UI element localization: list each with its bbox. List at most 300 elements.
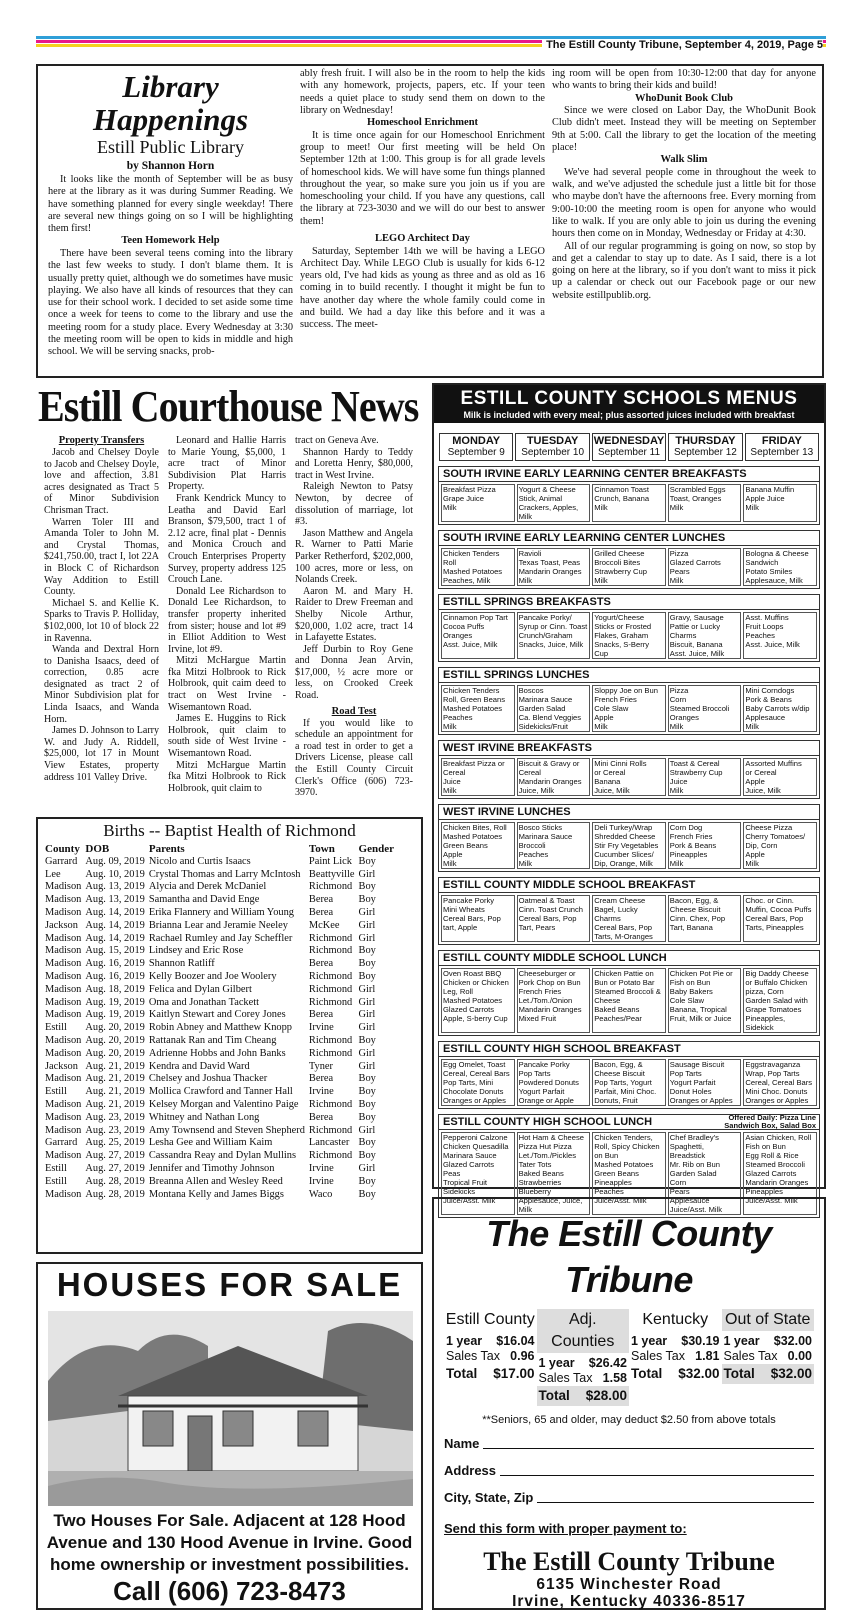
transfer-entry: Mitzi McHargue Martin fka Mitzi Holbrook to Rick Holbrook, quit claim to (168, 759, 286, 794)
menu-cell: Chicken Tenders, Roll, Spicy Chicken on Bun Mashed Potatoes Green Beans Pineapples Peaches Juice/Asst. Milk (592, 1132, 666, 1215)
menu-cell: Yogurt/Cheese Sticks or Frosted Flakes, Graham Snacks, S-Berry Cup (592, 612, 666, 659)
day-date: September 13 (750, 447, 814, 458)
year-price: $26.42 (588, 1356, 627, 1370)
transfer-entry: tract on Geneva Ave. (295, 435, 379, 446)
table-cell: Aug. 19, 2019 (85, 1009, 145, 1021)
table-cell: Rachael Rumley and Jay Scheffler (148, 932, 293, 944)
table-cell: Aug. 23, 2019 (85, 1111, 145, 1123)
page-dateline: The Estill County Tribune, September 4, 2019, Page 5 (36, 38, 823, 52)
births-column-header: County (45, 843, 80, 855)
table-cell: Aug. 27, 2019 (85, 1162, 145, 1174)
city-label: City, State, Zip (444, 1490, 534, 1505)
table-row (43, 1009, 396, 1022)
table-cell: Boy (358, 1086, 376, 1098)
table-cell: Irvine (308, 1162, 334, 1174)
births-body (43, 856, 396, 1202)
tax-label: Sales Tax (446, 1349, 500, 1363)
table-cell: Garrard (45, 1137, 78, 1149)
menu-section (438, 950, 820, 1036)
library-para: Saturday, September 14th we will be having a LEGO Architect Day. While LEGO Club is usually for kids 6-12 years old, I've had kids as young as three and as old as 16 coming in to build recently. I thought it might be fun to have another day where the whole family could come in and build. We had a day like this before and it was a success. The meet- (300, 245, 545, 331)
menu-cell: Biscuit & Gravy or Cereal Mandarin Oranges Juice, Milk (517, 758, 591, 796)
menu-cell: Asst. Muffins Fruit Loops Peaches Asst. Juice, Milk (743, 612, 817, 659)
road-test-text: If you would like to schedule an appointment for a road test in order to get a Drivers License, please call the Estill County Circuit Clerk's Office (606) 723-3970. (295, 717, 413, 799)
menu-section (438, 1041, 820, 1109)
table-row (43, 971, 396, 984)
table-cell: Jackson (45, 919, 78, 931)
table-cell: Madison (45, 1111, 82, 1123)
table-cell: Aug. 14, 2019 (85, 919, 145, 931)
total-value: $28.00 (585, 1388, 627, 1403)
menu-cell: Ravioli Texas Toast, Peas Mandarin Oranges Milk (517, 548, 591, 586)
table-cell: Madison (45, 894, 82, 906)
table-cell: Boy (358, 881, 376, 893)
table-cell: Madison (45, 1009, 82, 1021)
day-date: September 10 (521, 447, 585, 458)
table-cell: Aug. 28, 2019 (85, 1188, 145, 1200)
menu-cells (439, 756, 819, 798)
library-heading: Teen Homework Help (121, 235, 220, 247)
menu-cell: Sausage Biscuit Pop Tarts Yogurt Parfait Donut Holes Oranges or Apples (668, 1059, 742, 1106)
table-cell: McKee (308, 919, 340, 931)
table-cell: Boy (358, 958, 376, 970)
table-cell: Boy (358, 855, 376, 867)
price-grid (444, 1309, 814, 1406)
table-cell: Richmond (308, 945, 353, 957)
births-column-header: Parents (148, 843, 185, 855)
table-row (43, 894, 396, 907)
price-column-header: Adj. Counties (537, 1309, 630, 1353)
menu-cell: Mini Cinni Rolls or Cereal Banana Juice, Milk (592, 758, 666, 796)
table-cell: Madison (45, 906, 82, 918)
menu-cell: Deli Turkey/Wrap Shredded Cheese Stir Fry Vegetables Cucumber Slices/ Dip, Orange, Milk (592, 822, 666, 869)
menu-cell: Breakfast Pizza Grape Juice Milk (441, 484, 515, 522)
menu-cell: Chicken Tenders Roll, Green Beans Mashed Potatoes Peaches Milk (441, 685, 515, 732)
table-cell: Aug. 16, 2019 (85, 970, 145, 982)
table-cell: Aug. 21, 2019 (85, 1098, 145, 1110)
table-row (43, 869, 396, 882)
births-column-header: Town (308, 843, 335, 855)
library-col-1 (48, 68, 293, 359)
table-cell: Tyner (308, 1060, 334, 1072)
table-cell: Montana Kelly and James Biggs (148, 1188, 284, 1200)
year-label: 1 year (538, 1356, 575, 1370)
courthouse-col-2 (168, 435, 286, 794)
table-cell: Aug. 13, 2019 (85, 881, 145, 893)
table-cell: Aug. 15, 2019 (85, 945, 145, 957)
table-cell: Aug. 25, 2019 (85, 1137, 145, 1149)
library-para: It looks like the month of September will be as busy here at the library as it was during Summer Reading. We have something planned for every single weekday! There are several new things going on so I will be highlighting them first! (48, 174, 293, 235)
total-label: Total (631, 1366, 663, 1381)
table-cell: Richmond (308, 1047, 353, 1059)
day-name: TUESDAY (526, 435, 579, 447)
transfer-entry: Warren Toler III and Amanda Toler to John M. and Crystal Thomas, $241,750.00, tract I, lot 22A in Block C of Richardson Way Addition to Estill County. (44, 516, 159, 598)
table-cell: Richmond (308, 996, 353, 1008)
births-title: Births -- Baptist Health of Richmond (103, 821, 356, 840)
table-cell: Berea (308, 906, 334, 918)
table-cell: Richmond (308, 1124, 353, 1136)
table-cell: Boy (358, 1137, 376, 1149)
table-cell: Madison (45, 1188, 82, 1200)
table-cell: Boy (358, 894, 376, 906)
table-cell: Kendra and David Ward (148, 1060, 250, 1072)
menu-cell: Pizza Glazed Carrots Pears Milk (668, 548, 742, 586)
table-cell: Robin Abney and Matthew Knopp (148, 1022, 292, 1034)
table-row (43, 945, 396, 958)
day-date: September 9 (447, 447, 505, 458)
table-cell: Madison (45, 983, 82, 995)
house-photo (48, 1311, 413, 1506)
table-row (43, 1112, 396, 1125)
table-cell: Madison (45, 945, 82, 957)
price-column (537, 1309, 630, 1406)
table-row (43, 920, 396, 933)
name-label: Name (444, 1436, 480, 1451)
table-cell: Waco (308, 1188, 333, 1200)
menu-day (592, 433, 666, 461)
transfer-entry: Shannon Hardy to Teddy and Loretta Henry, $80,000, tract in West Irvine. (295, 446, 413, 481)
menu-cell: Gravy, Sausage Pattie or Lucky Charms Biscuit, Banana Asst. Juice, Milk (668, 612, 742, 659)
library-heading: Walk Slim (660, 154, 708, 166)
library-para: We've had several people come in throughout the week to walk, and we've adjusted the schedule just a little bit for those who maybe don't have the afternoons free. Every morning from 9:00-10:00 the meeting room is open for anyone who would like to walk. If you are only able to join us during the evening hours then come on in Monday, Wednesday or Friday at 4:30. (552, 166, 816, 240)
table-cell: Jackson (45, 1060, 78, 1072)
menu-cell: Pepperoni Calzone Chicken Quesadilla Marinara Sauce Glazed Carrots Peas Tropical Fruit Sidekicks Juice/Asst. Milk (441, 1132, 515, 1215)
menu-cell: Bacon, Egg, & Cheese Biscuit Pop Tarts, Yogurt Parfait, Mini Choc. Donuts, Fruit (592, 1059, 666, 1106)
total-label: Total (723, 1366, 755, 1381)
table-cell: Irvine (308, 1022, 334, 1034)
table-row (43, 881, 396, 894)
table-cell: Aug. 14, 2019 (85, 906, 145, 918)
menu-section (438, 530, 820, 589)
tax-value: 1.81 (695, 1349, 720, 1363)
menu-section (438, 804, 820, 872)
table-cell: Aug. 20, 2019 (85, 1034, 145, 1046)
menu-section-title: WEST IRVINE LUNCHES (439, 805, 819, 820)
houses-phone[interactable]: Call (606) 723-8473 (113, 1576, 346, 1606)
subscription-form (432, 1197, 826, 1610)
menu-cells (439, 893, 819, 944)
table-cell: Girl (358, 1124, 376, 1136)
road-test-heading: Road Test (331, 705, 377, 717)
menu-cell: Pancake Porky Pop Tarts Powdered Donuts Yogurt Parfait Orange or Apple (517, 1059, 591, 1106)
table-cell: Aug. 18, 2019 (85, 983, 145, 995)
table-row (43, 1048, 396, 1061)
table-cell: Madison (45, 1073, 82, 1085)
day-name: THURSDAY (675, 435, 736, 447)
menu-cell: Hot Ham & Cheese Pizza Hut Pizza Let./Tom./Pickles Tater Tots Baked Beans Strawberries Blueberry Applesauce, Juice, Milk (517, 1132, 591, 1215)
table-cell: Aug. 20, 2019 (85, 1022, 145, 1034)
menu-cell: Chicken Tenders Roll Mashed Potatoes Peaches, Milk (441, 548, 515, 586)
menu-cells (439, 482, 819, 524)
births-table (43, 843, 396, 1201)
menu-day (439, 433, 513, 461)
births-column-header: DOB (85, 843, 110, 855)
table-cell: Richmond (308, 881, 353, 893)
menu-cell: Cinnamon Toast Crunch, Banana Milk (592, 484, 666, 522)
total-value: $32.00 (770, 1366, 812, 1381)
year-price: $16.04 (496, 1334, 535, 1348)
menu-section (438, 466, 820, 525)
menu-cell: Pancake Porky Mini Wheats Cereal Bars, Pop tart, Apple (441, 895, 515, 942)
courthouse-title: Estill Courthouse News (38, 382, 419, 431)
table-cell: Girl (358, 983, 376, 995)
table-row (43, 958, 396, 971)
houses-title: HOUSES FOR SALE (56, 1266, 403, 1303)
table-cell: Madison (45, 970, 82, 982)
total-row (629, 1364, 722, 1384)
menu-cells (439, 546, 819, 588)
menu-cell: Cinnamon Pop Tart Cocoa Puffs Oranges Asst. Juice, Milk (441, 612, 515, 659)
table-cell: Madison (45, 1124, 82, 1136)
price-column-header: Estill County (445, 1311, 535, 1328)
menu-section (438, 877, 820, 945)
name-line[interactable] (483, 1435, 814, 1449)
library-para: There have been several teens coming into the library the last few weeks to study. I don't blame them. It is usually pretty quiet, although we do sometimes have music playing. We also have all kinds of resources that they can use for their school work. I decided to set aside some time once a week for teens to come to the library and use the meeting room for a study place. Every Wednesday at 3:30 the meeting room will be open to kids in middle and high school. We will be serving snacks, prob- (48, 247, 293, 358)
courthouse-news (36, 383, 423, 813)
menu-section-title: SOUTH IRVINE EARLY LEARNING CENTER LUNCHES (439, 531, 819, 546)
menu-cell: Oatmeal & Toast Cinn. Toast Crunch Cereal Bars, Pop Tart, Pears (517, 895, 591, 942)
transfer-entry: Mitzi McHargue Martin fka Mitzi Holbrook to Rick Holbrook, quit caim deed to tract on West Irvine - Wisemantown Road. (168, 655, 286, 713)
menu-cell: Toast & Cereal Strawberry Cup Juice Milk (668, 758, 742, 796)
table-cell: Aug. 20, 2019 (85, 1047, 145, 1059)
table-cell: Richmond (308, 983, 353, 995)
library-para: All of our regular programming is going on now, so stop by and get a calendar to stay up to date. As I said, there is a lot going on here at the library, so if you don't want to miss it pick up a calendar or check out our Facebook page or our new website estillpublib.org. (552, 240, 816, 301)
table-cell: Girl (358, 868, 376, 880)
table-cell: Samantha and David Enge (148, 894, 260, 906)
menu-day (745, 433, 819, 461)
total-row (537, 1386, 630, 1406)
courthouse-col-3 (295, 435, 413, 799)
menu-section-title: ESTILL COUNTY HIGH SCHOOL BREAKFAST (439, 1042, 819, 1057)
street: 6135 Winchester Road (536, 1576, 722, 1593)
menu-cell: Choc. or Cinn. Muffin, Cocoa Puffs Cereal Bars, Pop Tarts, Pineapples (743, 895, 817, 942)
school-menus (432, 383, 826, 1214)
menu-cell: Cheeseburger or Pork Chop on Bun French Fries Let./Tom./Onion Mandarin Oranges Mixed Fruit (517, 968, 591, 1033)
menu-sections (434, 466, 824, 1218)
births-column-header: Gender (358, 843, 394, 855)
table-cell: Madison (45, 932, 82, 944)
total-value: $17.00 (493, 1366, 535, 1381)
table-row (43, 1150, 396, 1163)
price-column-header: Out of State (722, 1309, 815, 1331)
tax-row (629, 1349, 722, 1364)
table-row (43, 1073, 396, 1086)
table-cell: Boy (358, 1098, 376, 1110)
table-cell: Boy (358, 970, 376, 982)
name-field[interactable] (444, 1435, 814, 1453)
city-field[interactable] (444, 1489, 814, 1507)
table-cell: Cassandra Reay and Dylan Mullins (148, 1150, 297, 1162)
table-cell: Berea (308, 1009, 334, 1021)
table-cell: Berea (308, 1111, 334, 1123)
menus-subtitle: Milk is included with every meal; plus assorted juices included with breakfast (463, 410, 795, 420)
transfer-entry: Aaron M. and Mary H. Raider to Drew Freeman and Shelby Nicole Arthur, $20,000, 1.02 acre, tract 14 in Lafayette Estates. (295, 585, 413, 644)
library-para: Since we were closed on Labor Day, the WhoDunit Book Club didn't meet. Instead they will be meeting on September 9th at 5:00. Call the library to get the location of the meeting place! (552, 105, 816, 153)
table-cell: Aug. 16, 2019 (85, 958, 145, 970)
menu-cells (439, 820, 819, 871)
table-cell: Amy Townsend and Steven Shepherd (148, 1124, 305, 1136)
table-cell: Lesha Gee and William Kaim (148, 1137, 273, 1149)
table-cell: Shannon Ratliff (148, 958, 215, 970)
table-cell: Whitney and Nathan Long (148, 1111, 260, 1123)
table-cell: Estill (45, 1175, 67, 1187)
menu-cell: Assorted Muffins or Cereal Apple Juice, Milk (743, 758, 817, 796)
menu-section (438, 740, 820, 799)
menu-cell: Scrambled Eggs Toast, Oranges Milk (668, 484, 742, 522)
table-cell: Boy (358, 1175, 376, 1187)
price-row (722, 1334, 815, 1349)
library-heading: WhoDunit Book Club (634, 92, 734, 104)
table-row (43, 984, 396, 997)
table-cell: Berea (308, 894, 334, 906)
menus-header (434, 385, 824, 423)
paper-name: The Estill County Tribune (483, 1547, 775, 1576)
table-cell: Berea (308, 1073, 334, 1085)
transfer-entry: Jacob and Chelsey Doyle to Jacob and Chelsey Doyle, love and affection, 3.81 acres designated as Tract 5 of Minor Subdivision Chrisman Tract. (44, 447, 159, 516)
year-price: $32.00 (773, 1334, 812, 1348)
total-label: Total (446, 1366, 478, 1381)
table-cell: Mollica Crawford and Tanner Hall (148, 1086, 293, 1098)
menu-days (438, 433, 820, 461)
tax-value: 1.58 (602, 1371, 627, 1385)
address-label: Address (444, 1463, 497, 1478)
transfer-entry: Wanda and Dextral Horn to Danisha Isaacs, deed of correction, 0.85 acre designated as tract 2 of Minor Subdivision plat for Linda Isaacs, and Wanda Horn. (44, 644, 159, 725)
table-row (43, 1022, 396, 1035)
price-row (629, 1334, 722, 1349)
table-cell: Lee (45, 868, 61, 880)
city-zip: Irvine, Kentucky 40336-8517 (512, 1593, 746, 1610)
address-line[interactable] (500, 1462, 814, 1476)
tax-row (444, 1349, 537, 1364)
menu-cell: Banana Muffin Apple Juice Milk (743, 484, 817, 522)
year-label: 1 year (631, 1334, 668, 1348)
courthouse-col-1 (44, 435, 159, 783)
menu-cell: Bacon, Egg, & Cheese Biscuit Cinn. Chex, Pop Tart, Banana (668, 895, 742, 942)
library-byline: by Shannon Horn (126, 160, 215, 172)
table-cell: Girl (358, 919, 376, 931)
table-cell: Irvine (308, 1175, 334, 1187)
library-title: Library Happenings (92, 69, 249, 137)
table-cell: Girl (358, 996, 376, 1008)
library-subtitle: Estill Public Library (97, 137, 244, 157)
city-line[interactable] (537, 1489, 814, 1503)
transfer-entry: Michael S. and Kellie K. Sparks to Travis P. Holliday, $102,000, lot 10 of block 22 in Ravenna. (44, 597, 159, 644)
day-name: WEDNESDAY (593, 435, 665, 447)
table-cell: Richmond (308, 1034, 353, 1046)
price-row (537, 1356, 630, 1371)
table-row (43, 997, 396, 1010)
table-cell: Boy (358, 1150, 376, 1162)
table-row (43, 933, 396, 946)
table-cell: Aug. 09, 2019 (85, 855, 145, 867)
table-cell: Madison (45, 1034, 82, 1046)
library-para: It is time once again for our Homeschool Enrichment group to meet! Our first meeting will be held On September 12th at 1:00. This group is for all grade levels of homeschool kids. We will have some fun things planned throughout the year, so make sure you join us if you are homeschooling your child. If you have any questions, call the library at 723-3030 and we will do our best to answer them! (300, 129, 545, 227)
table-cell: Berea (308, 958, 334, 970)
table-cell: Adrienne Hobbs and John Banks (148, 1047, 286, 1059)
day-date: September 11 (597, 447, 661, 458)
transfer-entry: Frank Kendrick Muncy to Leatha and David Earl Branson, $79,500, tract 1 of 2.12 acre, final plat - Dennis and Monica Crouch and Crouch Enterprises Property Survey, property address 125 Crouch Lane. (168, 492, 286, 586)
library-para: ing room will be open from 10:30-12:00 that day for anyone who wants to bring their kids and build! (552, 68, 816, 92)
menu-section-title: ESTILL SPRINGS LUNCHES (439, 668, 819, 683)
table-cell: Madison (45, 958, 82, 970)
transfer-entry: Jeff Durbin to Roy Gene and Donna Jean Arvin, $17,000, ½ acre more or less, on Crooked Creek Road. (295, 643, 413, 702)
menu-section (438, 667, 820, 735)
table-cell: Kelly Boozer and Joe Woolery (148, 970, 277, 982)
menu-cell: Chicken Bites, Roll Mashed Potatoes Green Beans Apple Milk (441, 822, 515, 869)
menu-section-title: ESTILL COUNTY MIDDLE SCHOOL BREAKFAST (439, 878, 819, 893)
price-row (444, 1334, 537, 1349)
library-heading: Homeschool Enrichment (366, 117, 479, 129)
table-cell: Aug. 21, 2019 (85, 1060, 145, 1072)
year-label: 1 year (446, 1334, 483, 1348)
table-cell: Boy (358, 1073, 376, 1085)
table-cell: Girl (358, 932, 376, 944)
menu-cell: Asian Chicken, Roll Fish on Bun Egg Roll & Rice Steamed Broccoli Glazed Carrots Mandarin Oranges Pineapples Juice/Asst. Milk (743, 1132, 817, 1215)
houses-ad (36, 1262, 423, 1610)
year-label: 1 year (723, 1334, 760, 1348)
price-column-header: Kentucky (642, 1311, 709, 1328)
table-cell: Madison (45, 881, 82, 893)
menu-section-title: ESTILL SPRINGS BREAKFASTS (439, 595, 819, 610)
tax-label: Sales Tax (538, 1371, 593, 1385)
menu-cells (439, 1057, 819, 1108)
library-para: ably fresh fruit. I will also be in the room to help the kids with any homework, projects, papers, etc. If your teen needs a quiet place to study send them on down to the library on Wednesday! (300, 68, 545, 116)
library-col-2 (300, 68, 545, 332)
address-field[interactable] (444, 1462, 814, 1480)
table-cell: Brianna Lear and Jeramie Neeley (148, 919, 288, 931)
table-cell: Breanna Allen and Wesley Reed (148, 1175, 283, 1187)
tax-row (722, 1349, 815, 1364)
price-column (722, 1309, 815, 1406)
transfer-entry: James E. Huggins to Rick Holbrook, quit claim to south side of West Irvine - Wisemantown Road. (168, 713, 286, 760)
table-cell: Madison (45, 1098, 82, 1110)
births-list (36, 817, 423, 1254)
table-cell: Richmond (308, 970, 353, 982)
menu-section-title: WEST IRVINE BREAKFASTS (439, 741, 819, 756)
table-cell: Richmond (308, 932, 353, 944)
day-date: September 12 (674, 447, 737, 458)
table-row (43, 907, 396, 920)
table-cell: Richmond (308, 1098, 353, 1110)
table-row (43, 1137, 396, 1150)
menus-title: ESTILL COUNTY SCHOOLS MENUS (460, 388, 798, 409)
transfer-entry: Jason Matthew and Angela R. Warner to Patti Marie Parker Retherford, $202,000, 100 acres, more or less, on Nolands Creek. (295, 527, 413, 586)
table-cell: Estill (45, 1022, 67, 1034)
table-cell: Girl (358, 1047, 376, 1059)
table-cell: Girl (358, 1162, 376, 1174)
subscription-title: The Estill County Tribune (486, 1213, 772, 1300)
table-cell: Aug. 23, 2019 (85, 1124, 145, 1136)
menu-cell: Pancake Porky/ Syrup or Cinn. Toast Crunch/Graham Snacks, Juice, Milk (517, 612, 591, 659)
table-row (43, 1176, 396, 1189)
menu-cells (439, 683, 819, 734)
menu-day (668, 433, 742, 461)
table-cell: Nicolo and Curtis Isaacs (148, 855, 251, 867)
tax-label: Sales Tax (723, 1349, 778, 1363)
total-label: Total (538, 1388, 570, 1403)
table-cell: Aug. 28, 2019 (85, 1175, 145, 1187)
table-cell: Madison (45, 996, 82, 1008)
births-header-row (43, 843, 396, 856)
send-instructions: Send this form with proper payment to: (444, 1521, 687, 1536)
table-cell: Boy (358, 1111, 376, 1123)
menu-cell: Big Daddy Cheese or Buffalo Chicken pizza, Corn Garden Salad with Grape Tomatoes Pineapples, Sidekick (743, 968, 817, 1033)
library-col-3 (552, 68, 816, 302)
tax-label: Sales Tax (631, 1349, 685, 1363)
table-cell: Oma and Jonathan Tackett (148, 996, 260, 1008)
menu-cell: Bologna & Cheese Sandwich Potato Smiles Applesauce, Milk (743, 548, 817, 586)
table-cell: Beattyville (308, 868, 355, 880)
menu-cell: Mini Corndogs Pork & Beans Baby Carrots w/dip Applesauce Milk (743, 685, 817, 732)
